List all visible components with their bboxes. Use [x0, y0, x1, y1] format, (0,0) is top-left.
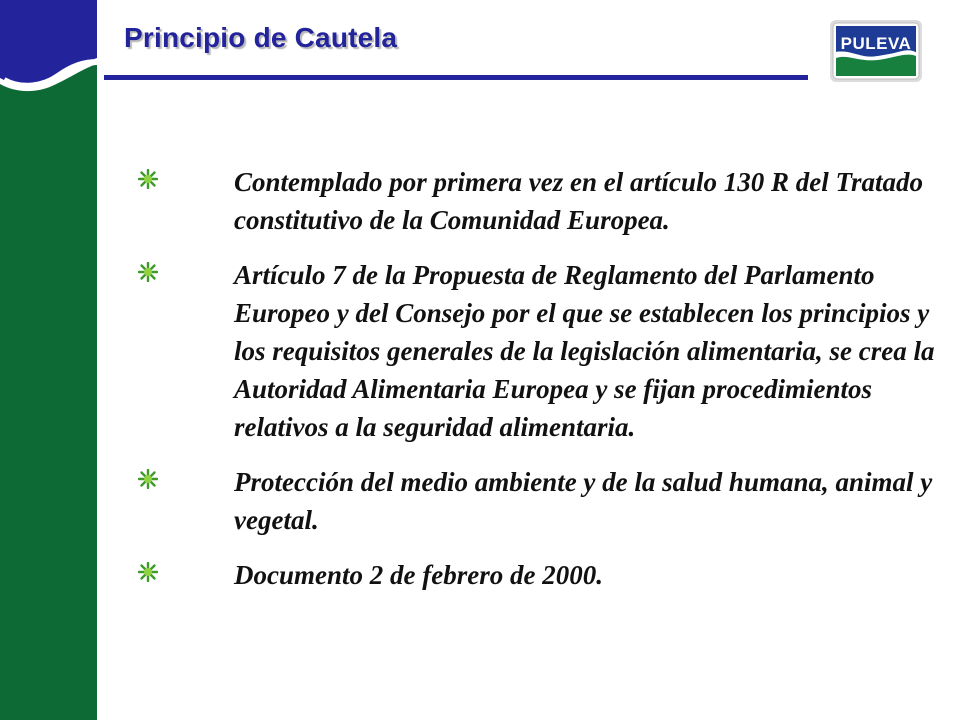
green-burst-icon [138, 562, 158, 582]
bullet-text: Artículo 7 de la Propuesta de Reglamento del Parlamento Europeo y del Consejo por el que se establecen los principios y los requisitos generales de la legislación alimentaria, se crea la Autoridad Alimentaria Europea y se fijan procedimientos relativos a la seguridad alimentaria. [234, 260, 935, 442]
green-burst-icon [138, 469, 158, 489]
logo-text: PULEVA [840, 34, 912, 53]
list-item [138, 463, 948, 539]
bullet-text: Documento 2 de febrero de 2000. [234, 560, 603, 590]
sidebar-wave-decoration [0, 0, 130, 110]
list-item [138, 256, 948, 446]
green-burst-icon [138, 262, 158, 282]
green-burst-icon [138, 169, 158, 189]
slide-title: Principio de Cautela [124, 22, 398, 53]
list-item [138, 556, 948, 594]
list-item [138, 163, 948, 239]
bullet-list [138, 163, 948, 611]
puleva-logo [828, 18, 924, 84]
title-underline [104, 75, 808, 80]
bullet-text: Protección del medio ambiente y de la salud humana, animal y vegetal. [234, 467, 933, 535]
bullet-text: Contemplado por primera vez en el artículo 130 R del Tratado constitutivo de la Comunidad Europea. [234, 167, 923, 235]
